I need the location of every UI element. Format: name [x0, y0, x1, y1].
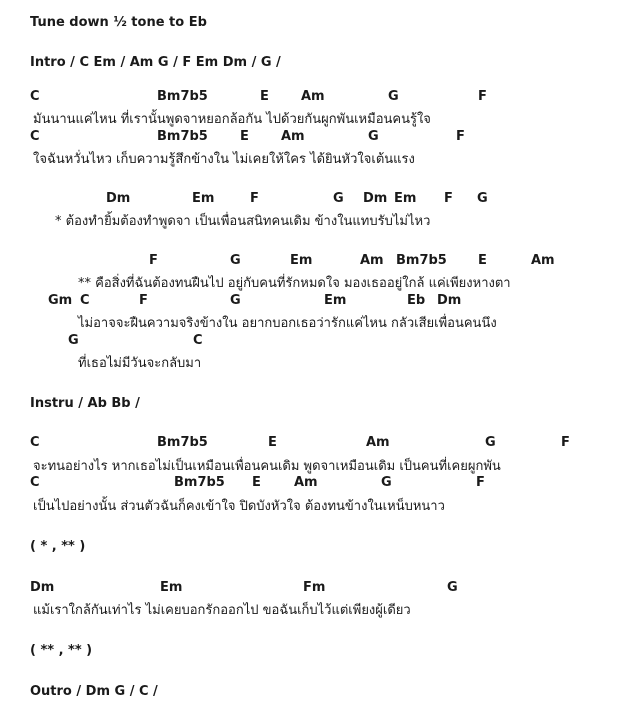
- chord-label: G: [477, 191, 488, 206]
- chord-row: [0, 129, 620, 147]
- chord-label: F: [250, 191, 259, 206]
- instru-line: Instru / Ab Bb /: [30, 396, 140, 411]
- chord-label: Dm: [106, 191, 131, 206]
- lyric-line: * ต้องทำยิ้มต้องทำพูดจา เป็นเพื่อนสนิทคนเดิม ข้างในแทบรับไม่ไหว: [55, 214, 431, 229]
- chord-label: F: [456, 129, 465, 144]
- lyric-line: ที่เธอไม่มีวันจะกลับมา: [78, 356, 202, 371]
- lyric-line: มันนานแค่ไหน ที่เรานั้นพูดจาหยอกล้อกัน ไปด้วยกันผูกพันเหมือนคนรู้ใจ: [33, 112, 431, 127]
- tuning-note: Tune down ½ tone to Eb: [30, 15, 207, 30]
- chord-label: F: [561, 435, 570, 450]
- intro-line: Intro / C Em / Am G / F Em Dm / G /: [30, 55, 281, 70]
- chord-label: Am: [301, 89, 325, 104]
- chord-label: G: [447, 580, 458, 595]
- chord-label: C: [30, 89, 40, 104]
- chord-label: C: [30, 435, 40, 450]
- chord-label: F: [444, 191, 453, 206]
- chord-label: Bm7b5: [157, 129, 208, 144]
- chord-label: Am: [360, 253, 384, 268]
- chord-label: F: [139, 293, 148, 308]
- chord-label: Dm: [437, 293, 462, 308]
- chord-label: G: [485, 435, 496, 450]
- chord-label: Bm7b5: [157, 435, 208, 450]
- chord-label: Am: [281, 129, 305, 144]
- chord-label: Em: [192, 191, 215, 206]
- chord-label: Gm: [48, 293, 73, 308]
- chord-label: E: [478, 253, 487, 268]
- chord-label: E: [260, 89, 269, 104]
- lyric-line: เป็นไปอย่างนั้น ส่วนตัวฉันก็คงเข้าใจ ปิดบังหัวใจ ต้องทนข้างในเหน็บหนาว: [33, 499, 445, 514]
- chord-row: [0, 435, 620, 453]
- chord-label: Dm: [363, 191, 388, 206]
- chord-label: G: [230, 253, 241, 268]
- chord-label: Bm7b5: [174, 475, 225, 490]
- chord-label: C: [30, 129, 40, 144]
- chord-row: [0, 293, 620, 311]
- chord-label: F: [149, 253, 158, 268]
- chord-label: Em: [324, 293, 347, 308]
- chord-label: Em: [160, 580, 183, 595]
- chord-label: Em: [394, 191, 417, 206]
- chord-label: F: [476, 475, 485, 490]
- outro-line: Outro / Dm G / C /: [30, 684, 158, 699]
- chord-row: [0, 191, 620, 209]
- chord-label: G: [381, 475, 392, 490]
- chord-row: [0, 253, 620, 271]
- chord-label: Eb: [407, 293, 426, 308]
- chord-row: [0, 89, 620, 107]
- lyric-line: ไม่อาจจะฝืนความจริงข้างใน อยากบอกเธอว่ารักแค่ไหน กลัวเสียเพื่อนคนนึง: [78, 316, 497, 331]
- chord-label: G: [68, 333, 79, 348]
- lyric-line: ใจฉันหวั่นไหว เก็บความรู้สึกข้างใน ไม่เคยให้ใคร ได้ยินหัวใจเต้นแรง: [33, 152, 415, 167]
- chord-label: Am: [531, 253, 555, 268]
- chord-label: C: [193, 333, 203, 348]
- chord-label: Am: [294, 475, 318, 490]
- chord-label: Dm: [30, 580, 55, 595]
- chord-label: F: [478, 89, 487, 104]
- chord-label: Am: [366, 435, 390, 450]
- chord-label: G: [388, 89, 399, 104]
- chord-label: E: [240, 129, 249, 144]
- chord-label: G: [333, 191, 344, 206]
- lyric-line: ** คือสิ่งที่ฉันต้องทนฝืนไป อยู่กับคนที่รักหมดใจ มองเธออยู่ใกล้ แค่เพียงหางตา: [78, 276, 511, 291]
- chord-label: Em: [290, 253, 313, 268]
- chord-label: C: [80, 293, 90, 308]
- chord-label: G: [230, 293, 241, 308]
- chord-row: [0, 580, 620, 598]
- chord-row: [0, 333, 620, 351]
- chord-label: C: [30, 475, 40, 490]
- lyric-line: แม้เราใกล้กันเท่าไร ไม่เคยบอกรักออกไป ขอฉันเก็บไว้แต่เพียงผู้เดียว: [33, 603, 411, 618]
- chord-label: Bm7b5: [157, 89, 208, 104]
- chord-row: [0, 475, 620, 493]
- chord-label: Fm: [303, 580, 326, 595]
- repeat-marker: ( ** , ** ): [30, 643, 93, 658]
- chord-label: E: [268, 435, 277, 450]
- chord-label: G: [368, 129, 379, 144]
- chord-label: E: [252, 475, 261, 490]
- lyric-line: จะทนอย่างไร หากเธอไม่เป็นเหมือนเพื่อนคนเดิม พูดจาเหมือนเดิม เป็นคนที่เคยผูกพัน: [33, 459, 501, 474]
- repeat-marker: ( * , ** ): [30, 539, 86, 554]
- chord-label: Bm7b5: [396, 253, 447, 268]
